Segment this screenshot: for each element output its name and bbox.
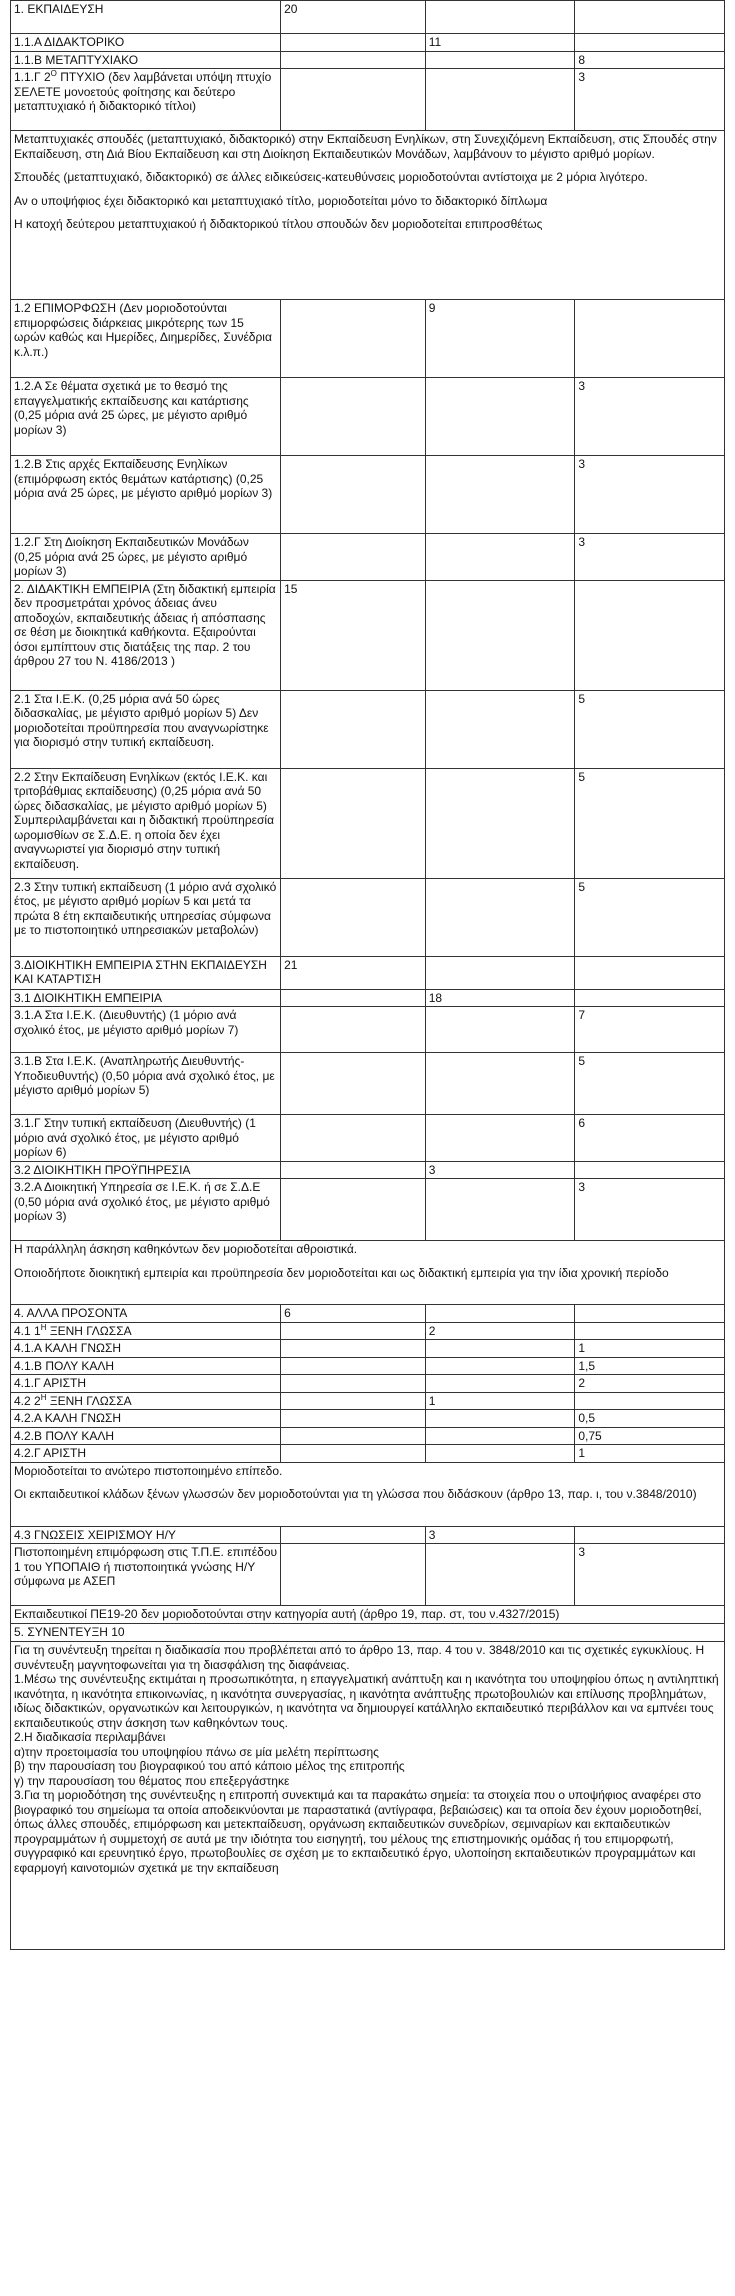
criteria-label-cell [11, 1179, 281, 1241]
criteria-row [11, 1375, 725, 1393]
criteria-row [11, 34, 725, 52]
note-cell [11, 1642, 725, 1950]
item-points-cell [575, 1161, 725, 1179]
subcategory-points-cell [425, 1305, 575, 1323]
subcategory-points-cell [425, 1357, 575, 1375]
category-max-points-cell [281, 69, 426, 131]
subcategory-points-cell [425, 1053, 575, 1115]
criteria-label-cell [11, 1357, 281, 1375]
criteria-row [11, 1322, 725, 1340]
criteria-label: 3.1.Β Στα Ι.Ε.Κ. (Αναπληρωτής Διευθυντής- Υποδιευθυντής) (0,50 μόρια ανά σχολικό έτος, με μέγιστο αριθμό μορίων 5) [14, 1054, 275, 1097]
item-points-cell: 3 [575, 1179, 725, 1241]
criteria-label: 2. ΔΙΔΑΚΤΙΚΗ ΕΜΠΕΙΡΙΑ (Στη διδακτική εμπειρία δεν προσμετράται χρόνος άδειας άνευ αποδοχών, εκπαιδευτικής άδειας ή απόσπασης σε θέση με διοικητικά καθήκοντα. Εξαιρούνται όσοι εμπίπτουν στις διατάξεις της παρ. 2 του άρθρου 27 του Ν. 4186/2013 ) [14, 581, 276, 668]
criteria-label: ΞΕΝΗ ΓΛΩΣΣΑ [46, 1393, 132, 1408]
category-max-points-cell [281, 768, 426, 878]
criteria-label: 1.2 ΕΠΙΜΟΡΦΩΣΗ (Δεν μοριοδοτούνται επιμορφώσεις διάρκειας μικρότερης των 15 ωρών καθώς και Ημερίδες, Διημερίδες, Συνέδρια κ.λ.π.) [14, 301, 272, 359]
subcategory-points-cell [425, 956, 575, 989]
criteria-label-cell [11, 1322, 281, 1340]
criteria-label-cell [11, 1410, 281, 1428]
scoring-table-body [11, 1, 725, 1950]
subcategory-points-cell [425, 1445, 575, 1463]
category-max-points-cell: 15 [281, 580, 426, 690]
criteria-row [11, 768, 725, 878]
criteria-label: Πιστοποιημένη επιμόρφωση στις Τ.Π.Ε. επιπέδου 1 του ΥΠΟΠΑΙΘ ή πιστοποιητικά γνώσης Η/Υ σύμφωνα με ΑΣΕΠ [14, 1545, 278, 1588]
criteria-label: 1.2.Α Σε θέματα σχετικά με το θεσμό της επαγγελματικής εκπαίδευσης και κατάρτισης (0,25 μόρια ανά 25 ώρες, με μέγιστο αριθμό μορίων 3) [14, 379, 249, 437]
note-paragraph: Εκπαιδευτικοί ΠΕ19-20 δεν μοριοδοτούνται στην κατηγορία αυτή (άρθρο 19, παρ. στ, του ν.4327/2015) [14, 1607, 560, 1621]
note-paragraph: Οποιοδήποτε διοικητική εμπειρία και προϋπηρεσία δεν μοριοδοτείται και ως διδακτική εμπειρία για την ίδια χρονική περίοδο [14, 1265, 669, 1280]
subcategory-points-cell [425, 690, 575, 768]
interview-text-line: α)την προετοιμασία του υποψηφίου πάνω σε μία μελέτη περίπτωσης [14, 1744, 379, 1759]
criteria-label-cell [11, 1053, 281, 1115]
note-paragraph: Μοριοδοτείται το ανώτερο πιστοποιημένο επίπεδο. [14, 1463, 283, 1478]
category-max-points-cell [281, 690, 426, 768]
criteria-row [11, 1392, 725, 1410]
item-points-cell [575, 34, 725, 52]
category-max-points-cell [281, 1115, 426, 1162]
interview-text-line: 1.Μέσω της συνέντευξης εκτιμάται η προσωπικότητα, η επαγγελματική ανάπτυξη και η ικανότητα του υποψηφίου όπως η αντιληπτική ικανότητα, η ικανότητα επικοινωνίας, η ικανότητα συνεργασίας, η ικανότητα ανάπτυξης πρωτοβουλιών και επίλυσης προβλημάτων, ιδίως διδακτικών, οργανωτικών και λειτουργικών, η ικανότητα να δημιουργεί κατάλληλο εκπαιδευτικό περιβάλλον και να εμπνέει τους εκπαιδευτικούς στην άσκηση των καθηκόντων τους. [14, 1672, 719, 1730]
note-row [11, 131, 725, 300]
criteria-label: 3.1.Γ Στην τυπική εκπαίδευση (Διευθυντής) (1 μόριο ανά σχολικό έτος, με μέγιστο αριθμό μορίων 6) [14, 1116, 256, 1159]
note-cell [11, 1462, 725, 1526]
item-points-cell [575, 1322, 725, 1340]
criteria-label-cell [11, 1392, 281, 1410]
criteria-row [11, 1305, 725, 1323]
category-max-points-cell [281, 1161, 426, 1179]
criteria-row [11, 1526, 725, 1544]
item-points-cell: 3 [575, 69, 725, 131]
category-max-points-cell [281, 1392, 426, 1410]
criteria-row [11, 878, 725, 956]
category-max-points-cell [281, 1526, 426, 1544]
criteria-label-cell [11, 1544, 281, 1606]
item-points-cell: 1 [575, 1340, 725, 1358]
criteria-row [11, 1427, 725, 1445]
criteria-row [11, 1179, 725, 1241]
item-points-cell [575, 1305, 725, 1323]
criteria-row [11, 534, 725, 581]
category-max-points-cell [281, 51, 426, 69]
subcategory-points-cell [425, 1007, 575, 1053]
note-row [11, 1241, 725, 1305]
category-max-points-cell [281, 300, 426, 378]
interview-text-line: β) την παρουσίαση του βιογραφικού του από κάποιο μέλος της επιτροπής [14, 1759, 405, 1773]
subcategory-points-cell: 3 [425, 1161, 575, 1179]
criteria-label: 4.1.Α ΚΑΛΗ ΓΝΩΣΗ [14, 1341, 122, 1355]
criteria-label: 1.1.Α ΔΙΔΑΚΤΟΡΙΚΟ [14, 35, 125, 49]
category-max-points-cell [281, 1544, 426, 1606]
criteria-label: 1.1.Β ΜΕΤΑΠΤΥΧΙΑΚΟ [14, 52, 139, 67]
subcategory-points-cell [425, 534, 575, 581]
category-max-points-cell [281, 1427, 426, 1445]
criteria-label-cell [11, 580, 281, 690]
item-points-cell: 3 [575, 456, 725, 534]
item-points-cell: 5 [575, 690, 725, 768]
note-paragraph: Αν ο υποψήφιος έχει διδακτορικό και μεταπτυχιακό τίτλο, μοριοδοτείται μόνο το διδακτορικό δίπλωμα [14, 193, 548, 208]
criteria-label-cell [11, 69, 281, 131]
subcategory-points-cell [425, 456, 575, 534]
item-points-cell: 3 [575, 1544, 725, 1606]
note-paragraph: 5. ΣΥΝΕΝΤΕΥΞΗ 10 [14, 1625, 125, 1639]
item-points-cell [575, 956, 725, 989]
item-points-cell [575, 300, 725, 378]
item-points-cell: 3 [575, 534, 725, 581]
item-points-cell [575, 1526, 725, 1544]
note-paragraph: Μεταπτυχιακές σπουδές (μεταπτυχιακό, διδακτορικό) στην Εκπαίδευση Ενηλίκων, στη Συνεχιζόμενη Εκπαίδευση, στις Σπουδές στην Εκπαίδευση, στη Διά Βίου Εκπαίδευση και στη Διοίκηση Εκπαιδευτικών Μονάδων, λαμβάνουν το μέγιστο αριθμό μορίων. [14, 132, 717, 161]
subcategory-points-cell [425, 878, 575, 956]
note-cell [11, 1624, 725, 1642]
subcategory-points-cell [425, 1375, 575, 1393]
note-paragraph: Οι εκπαιδευτικοί κλάδων ξένων γλωσσών δεν μοριοδοτούνται για τη γλώσσα που διδάσκουν (άρθρο 13, παρ. ι, του ν.3848/2010) [14, 1487, 697, 1501]
item-points-cell: 3 [575, 378, 725, 456]
criteria-label: 4. ΑΛΛΑ ΠΡΟΣΟΝΤΑ [14, 1306, 128, 1320]
category-max-points-cell [281, 1179, 426, 1241]
item-points-cell: 1,5 [575, 1357, 725, 1375]
item-points-cell [575, 1, 725, 34]
criteria-label: 2.1 Στα Ι.Ε.Κ. (0,25 μόρια ανά 50 ώρες διδασκαλίας, με μέγιστο αριθμό μορίων 5) Δεν μοριοδοτείται προϋπηρεσία που αναγνωρίστηκε για διορισμό στην τυπική εκπαίδευση. [14, 691, 269, 749]
subcategory-points-cell [425, 1410, 575, 1428]
criteria-label-cell [11, 378, 281, 456]
criteria-row [11, 1161, 725, 1179]
criteria-row [11, 1445, 725, 1463]
criteria-label-cell [11, 690, 281, 768]
category-max-points-cell [281, 989, 426, 1007]
category-max-points-cell [281, 378, 426, 456]
category-max-points-cell [281, 534, 426, 581]
criteria-row [11, 1053, 725, 1115]
note-row [11, 1606, 725, 1624]
category-max-points-cell [281, 1053, 426, 1115]
item-points-cell: 0,75 [575, 1427, 725, 1445]
subcategory-points-cell: 2 [425, 1322, 575, 1340]
criteria-label: 2.2 Στην Εκπαίδευση Ενηλίκων (εκτός Ι.Ε.Κ. και τριτοβάθμιας εκπαίδευσης) (0,25 μόρια ανά 50 ώρες διδασκαλίας, με μέγιστο αριθμό μορίων 5) Συμπεριλαμβάνεται και η διδακτική προϋπηρεσία ωρομισθίων σε Σ.Δ.Ε. η οποία δεν έχει αναγνωριστεί για διορισμό στην τυπική εκπαίδευση. [14, 769, 275, 871]
criteria-label: 3.1 ΔΙΟΙΚΗΤΙΚΗ ΕΜΠΕΙΡΙΑ [14, 990, 163, 1005]
item-points-cell: 1 [575, 1445, 725, 1463]
interview-text-line: 2.Η διαδικασία περιλαμβάνει [14, 1730, 166, 1744]
item-points-cell: 7 [575, 1007, 725, 1053]
criteria-row [11, 1, 725, 34]
interview-text-line: γ) την παρουσίαση του θέματος που επεξεργάστηκε [14, 1773, 290, 1788]
subcategory-points-cell: 9 [425, 300, 575, 378]
criteria-label-cell [11, 1115, 281, 1162]
subcategory-points-cell [425, 1115, 575, 1162]
criteria-label-cell [11, 456, 281, 534]
criteria-row [11, 989, 725, 1007]
criteria-label-cell [11, 956, 281, 989]
criteria-label: ΞΕΝΗ ΓΛΩΣΣΑ [46, 1323, 132, 1338]
note-paragraph: Η παράλληλη άσκηση καθηκόντων δεν μοριοδοτείται αθροιστικά. [14, 1242, 358, 1256]
criteria-label: 4.1.Β ΠΟΛΥ ΚΑΛΗ [14, 1358, 115, 1373]
criteria-row [11, 51, 725, 69]
subcategory-points-cell [425, 1544, 575, 1606]
criteria-row [11, 1007, 725, 1053]
criteria-row [11, 1544, 725, 1606]
criteria-label-superscript: Ο [50, 69, 57, 78]
category-max-points-cell [281, 1375, 426, 1393]
subcategory-points-cell [425, 1340, 575, 1358]
note-row [11, 1624, 725, 1642]
subcategory-points-cell: 3 [425, 1526, 575, 1544]
category-max-points-cell [281, 456, 426, 534]
scoring-table [10, 0, 725, 1950]
criteria-label-superscript: Η [40, 1392, 47, 1402]
category-max-points-cell [281, 878, 426, 956]
subcategory-points-cell [425, 580, 575, 690]
criteria-label: 3.1.Α Στα Ι.Ε.Κ. (Διευθυντής) (1 μόριο ανά σχολικό έτος, με μέγιστο αριθμό μορίων 7) [14, 1008, 239, 1037]
criteria-label: 3.2 ΔΙΟΙΚΗΤΙΚΗ ΠΡΟΫΠΗΡΕΣΙΑ [14, 1162, 191, 1177]
item-points-cell: 5 [575, 1053, 725, 1115]
criteria-row [11, 1357, 725, 1375]
subcategory-points-cell [425, 768, 575, 878]
subcategory-points-cell [425, 378, 575, 456]
criteria-row [11, 1115, 725, 1162]
criteria-row [11, 69, 725, 131]
criteria-label: 1. ΕΚΠΑΙΔΕΥΣΗ [14, 2, 104, 16]
criteria-label-cell [11, 1427, 281, 1445]
subcategory-points-cell: 11 [425, 34, 575, 52]
criteria-label-cell [11, 1161, 281, 1179]
criteria-row [11, 300, 725, 378]
subcategory-points-cell: 18 [425, 989, 575, 1007]
criteria-label-cell [11, 1340, 281, 1358]
criteria-label: 4.1.Γ ΑΡΙΣΤΗ [14, 1376, 87, 1390]
criteria-label: 2.3 Στην τυπική εκπαίδευση (1 μόριο ανά σχολικό έτος, με μέγιστο αριθμό μορίων 5 και μετά τα πρώτα 8 έτη εκπαιδευτικής υπηρεσίας σύμφωνα με το πιστοποιητικό υπηρεσιακών μεταβολών) [14, 879, 277, 937]
criteria-label-cell [11, 300, 281, 378]
criteria-label-prefix: 1.1.Γ 2 [14, 70, 51, 84]
category-max-points-cell [281, 34, 426, 52]
category-max-points-cell: 20 [281, 1, 426, 34]
item-points-cell: 5 [575, 768, 725, 878]
note-row [11, 1642, 725, 1950]
item-points-cell: 6 [575, 1115, 725, 1162]
criteria-label: 4.2.Β ΠΟΛΥ ΚΑΛΗ [14, 1428, 115, 1443]
item-points-cell [575, 580, 725, 690]
criteria-label: 1.2.Β Στις αρχές Εκπαίδευσης Ενηλίκων (επιμόρφωση εκτός θεμάτων κατάρτισης) (0,25 μόρια ανά 25 ώρες, με μέγιστο αριθμό μορίων 3) [14, 457, 273, 500]
criteria-row [11, 1340, 725, 1358]
item-points-cell [575, 989, 725, 1007]
criteria-label-superscript: Η [40, 1322, 47, 1332]
criteria-row [11, 690, 725, 768]
criteria-label-cell [11, 34, 281, 52]
criteria-label: 4.2.Α ΚΑΛΗ ΓΝΩΣΗ [14, 1411, 122, 1425]
criteria-label-cell [11, 1445, 281, 1463]
criteria-row [11, 1410, 725, 1428]
subcategory-points-cell [425, 69, 575, 131]
criteria-label-cell [11, 51, 281, 69]
criteria-row [11, 456, 725, 534]
criteria-label-cell [11, 1305, 281, 1323]
criteria-row [11, 580, 725, 690]
category-max-points-cell [281, 1445, 426, 1463]
subcategory-points-cell [425, 51, 575, 69]
criteria-row [11, 378, 725, 456]
criteria-label: 4.2.Γ ΑΡΙΣΤΗ [14, 1446, 87, 1460]
item-points-cell [575, 1392, 725, 1410]
criteria-label-cell [11, 1, 281, 34]
note-cell [11, 131, 725, 300]
criteria-label-cell [11, 1375, 281, 1393]
item-points-cell: 5 [575, 878, 725, 956]
subcategory-points-cell [425, 1427, 575, 1445]
item-points-cell: 0,5 [575, 1410, 725, 1428]
criteria-label-cell [11, 768, 281, 878]
criteria-label: 4.3 ΓΝΩΣΕΙΣ ΧΕΙΡΙΣΜΟΥ Η/Υ [14, 1527, 176, 1542]
item-points-cell: 2 [575, 1375, 725, 1393]
note-paragraph: Η κατοχή δεύτερου μεταπτυχιακού ή διδακτορικού τίτλου σπουδών δεν μοριοδοτείται επιπροσθέτως [14, 217, 543, 231]
category-max-points-cell [281, 1322, 426, 1340]
criteria-label: 3.2.Α Διοικητική Υπηρεσία σε Ι.Ε.Κ. ή σε Σ.Δ.Ε (0,50 μόρια ανά σχολικό έτος, με μέγιστο αριθμό μορίων 3) [14, 1180, 270, 1223]
criteria-label: 3.ΔΙΟΙΚΗΤΙΚΗ ΕΜΠΕΙΡΙΑ ΣΤΗΝ ΕΚΠΑΙΔΕΥΣΗ ΚΑΙ ΚΑΤΑΡΤΙΣΗ [14, 957, 267, 986]
criteria-row [11, 956, 725, 989]
interview-text-line: 3.Για τη μοριοδότηση της συνέντευξης η επιτροπή συνεκτιμά και τα παρακάτω σημεία: τα στοιχεία που ο υποψήφιος αναφέρει στο βιογραφικό του σημείωμα τα οποία αποδεικνύονται με παραστατικά (αντίγραφα, βεβαιώσεις) και τα οποία δεν έχουν μοριοδοτηθεί, όπως άλλες σπουδές, επιμόρφωση και μετεκπαίδευση, οργάνωση εκπαιδευτικών συνεδρίων, σεμιναρίων και εκπαιδευτικών προγραμμάτων ή συμμετοχή σε αυτά με την ιδιότητα του εισηγητή, του μέλους της επιστημονικής ομάδας ή του επιμορφωτή, συγγραφικό και ερευνητικό έργο, πρωτοβουλίες σε σχέση με το εκπαιδευτικό έργο, υλοποίηση εκπαιδευτικών προγραμμάτων και εφαρμογή καινοτομιών σχετικά με την εκπαίδευση [14, 1788, 702, 1875]
note-cell [11, 1241, 725, 1305]
interview-text-line: Για τη συνέντευξη τηρείται η διαδικασία που προβλέπεται από το άρθρο 13, παρ. 4 του ν. 3848/2010 και τις σχετικές εγκυκλίους. Η συνέντευξη μαγνητοφωνείται για τη διασφάλιση της διαφάνειας. [14, 1643, 705, 1672]
criteria-label: ΠΤΥΧΙΟ (δεν λαμβάνεται υπόψη πτυχίο ΣΕΛΕΤΕ μονοετούς φοίτησης και δεύτερο μεταπτυχιακό ή διδακτορικό τίτλοι) [14, 70, 272, 113]
note-paragraph: Σπουδές (μεταπτυχιακό, διδακτορικό) σε άλλες ειδικεύσεις-κατευθύνσεις μοριοδοτούνται αντίστοιχα με 2 μόρια λιγότερο. [14, 170, 648, 184]
criteria-label-prefix: 4.2 2 [14, 1393, 41, 1408]
category-max-points-cell [281, 1007, 426, 1053]
category-max-points-cell [281, 1357, 426, 1375]
criteria-label: 1.2.Γ Στη Διοίκηση Εκπαιδευτικών Μονάδων (0,25 μόρια ανά 25 ώρες, με μέγιστο αριθμό μορίων 3) [14, 535, 249, 578]
note-cell [11, 1606, 725, 1624]
subcategory-points-cell [425, 1179, 575, 1241]
subcategory-points-cell: 1 [425, 1392, 575, 1410]
category-max-points-cell: 6 [281, 1305, 426, 1323]
note-row [11, 1462, 725, 1526]
category-max-points-cell [281, 1340, 426, 1358]
criteria-label-cell [11, 534, 281, 581]
criteria-label-cell [11, 878, 281, 956]
criteria-label-cell [11, 1007, 281, 1053]
subcategory-points-cell [425, 1, 575, 34]
category-max-points-cell: 21 [281, 956, 426, 989]
criteria-label-prefix: 4.1 1 [14, 1323, 41, 1338]
criteria-label-cell [11, 1526, 281, 1544]
category-max-points-cell [281, 1410, 426, 1428]
item-points-cell: 8 [575, 51, 725, 69]
criteria-label-cell [11, 989, 281, 1007]
